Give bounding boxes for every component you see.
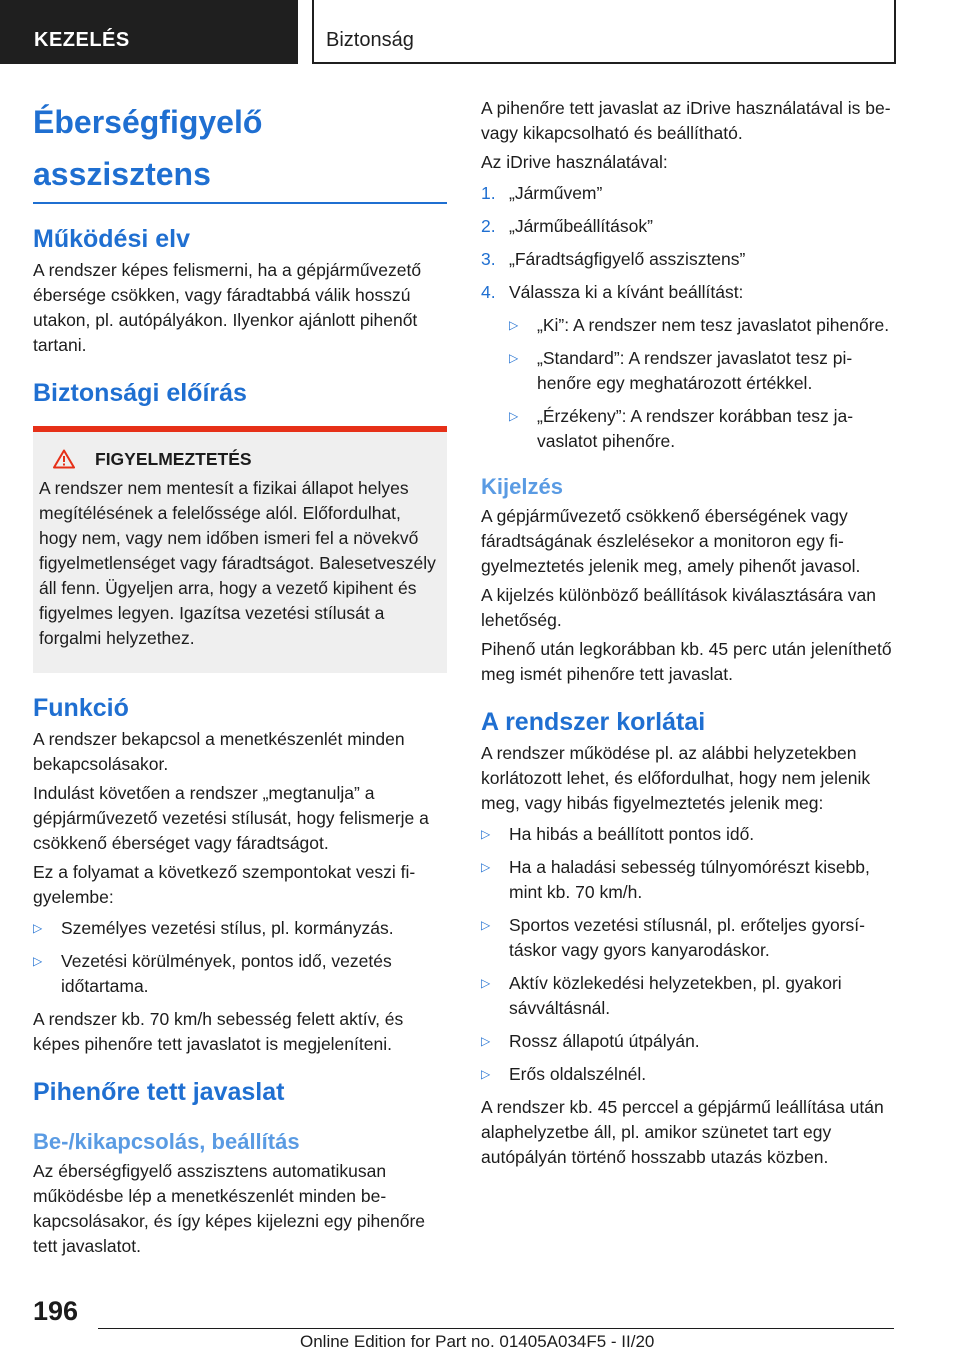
break-text: Az éberségfigyelő asszisztens automatikusan működésbe lép a menetkészenlét minden bekapcsolásakor, és így képes kijelezni egy pihenőre tett javaslatot. — [33, 1161, 426, 1256]
idrive-steps — [481, 181, 896, 305]
idrive-text-1: A pihenőre tett javaslat az iDrive használatával is be- vagy kikapcsolható és beállítható. — [481, 98, 891, 143]
idrive-text-2: Az iDrive használatával: — [481, 152, 668, 172]
triangle-bullet-icon: ▷ — [481, 1067, 491, 1081]
limits-text-2: A rendszer kb. 45 perccel a gépjármű leállítása után alaphelyzetbe áll, pl. amikor szünetet tart egy autópályán történő hosszabb utazás közben. — [481, 1097, 884, 1167]
safety-heading: Biztonsági előírás — [33, 379, 247, 407]
triangle-bullet-icon: ▷ — [481, 1034, 491, 1048]
break-heading: Pihenőre tett javaslat — [33, 1078, 285, 1106]
working-text: A rendszer képes felismerni, ha a gépjárművezető ébersége csökken, vagy fáradtabbá válik hosszú utakon, pl. autópályákon. Ilyenkor ajánlott pihenőt tartani. — [33, 260, 422, 355]
limits-text-1: A rendszer működése pl. az alábbi helyzetekben korlátozott lehet, és előfordulhat, hogy nem jelenik meg, vagy hibás figyelmeztetés jelenik meg: — [481, 743, 871, 813]
triangle-bullet-icon: ▷ — [509, 318, 519, 332]
limits-heading: A rendszer korlátai — [481, 708, 706, 736]
right-column — [481, 96, 896, 1174]
list-item: ▷ Személyes vezetési stílus, pl. kormányzás. — [33, 916, 447, 941]
step-number: 1. — [481, 183, 496, 203]
triangle-bullet-icon: ▷ — [481, 827, 491, 841]
edition-text: Online Edition for Part no. 01405A034F5 - II/20 — [300, 1332, 655, 1351]
step-number: 3. — [481, 249, 496, 269]
display-text-3: Pihenő után legkorábban kb. 45 perc után jeleníthető meg ismét pihenőre tett javaslat. — [481, 639, 892, 684]
display-heading: Kijelzés — [481, 474, 563, 499]
list-item: 1. „Járművem” — [481, 181, 896, 206]
list-item: ▷ Aktív közlekedési helyzetekben, pl. gyakori sávváltásnál. — [481, 971, 896, 1021]
list-item: ▷ Rossz állapotú útpályán. — [481, 1029, 896, 1054]
triangle-bullet-icon: ▷ — [481, 860, 491, 874]
list-item: 4. Válassza ki a kívánt beállítást: — [481, 280, 896, 305]
triangle-bullet-icon: ▷ — [509, 351, 519, 365]
warning-box — [33, 426, 447, 673]
warning-title-row — [39, 446, 441, 472]
list-item: 2. „Járműbeállítások” — [481, 214, 896, 239]
display-text-2: A kijelzés különböző beállítások kiválasztására van lehetőség. — [481, 585, 876, 630]
triangle-bullet-icon: ▷ — [481, 918, 491, 932]
list-item: ▷ Vezetési körülmények, pontos idő, vezetés időtartama. — [33, 949, 447, 999]
list-item: ▷ „Standard”: A rendszer javaslatot tesz pihenőre egy meghatározott értékkel. — [509, 346, 896, 396]
page-number: 196 — [33, 1296, 79, 1326]
function-text-2: Indulást követően a rendszer „megtanulja” a gépjárművezető vezetési stílusát, hogy felismerje a csökkenő éberséget vagy fáradtságot. — [33, 783, 429, 853]
break-subheading: Be-/kikapcsolás, beállítás — [33, 1129, 300, 1154]
footer-divider — [98, 1328, 894, 1329]
function-text-3: Ez a folyamat a következő szempontokat veszi figyelembe: — [33, 862, 416, 907]
list-item: ▷ Ha hibás a beállított pontos idő. — [481, 822, 896, 847]
list-item: ▷ Ha a haladási sebesség túlnyomórészt kisebb, mint kb. 70 km/h. — [481, 855, 896, 905]
function-text-4: A rendszer kb. 70 km/h sebesség felett aktív, és képes pihenőre tett javaslatot is megjeleníteni. — [33, 1009, 404, 1054]
chapter-tab: Biztonság — [312, 0, 896, 64]
function-text-1: A rendszer bekapcsol a menetkészenlét minden bekapcsolásakor. — [33, 729, 405, 774]
warning-text: A rendszer nem mentesít a fizikai állapot helyes megítélésének a felelőssége alól. Előfordulhat, hogy nem, vagy nem időben ismeri fel a növekvő figyelmetlenséget vagy fáradtságot. Balesetveszély áll fenn. Ügyeljen arra, hogy a vezető kipihent és figyelmes legyen. Igazítsa vezetési stílusát a forgalmi helyzethez. — [39, 478, 436, 648]
display-text-1: A gépjárművezető csökkenő éberségének vagy fáradtságának észlelésekor a monitoron egy figyelmeztetés jelenik meg, amely pihenőt javasol. — [481, 506, 861, 576]
step-number: 2. — [481, 216, 496, 236]
page-header — [0, 0, 960, 66]
triangle-bullet-icon: ▷ — [481, 976, 491, 990]
function-heading: Funkció — [33, 694, 129, 722]
working-heading: Működési elv — [33, 225, 190, 253]
page-title: Éberségfigyelő asszisztens — [33, 96, 447, 204]
list-item: ▷ „Érzékeny”: A rendszer korábban tesz javaslatot pihenőre. — [509, 404, 896, 454]
warning-triangle-icon — [53, 449, 75, 469]
list-item: ▷ Sportos vezetési stílusnál, pl. erőteljes gyorsításkor vagy gyors kanyarodáskor. — [481, 913, 896, 963]
triangle-bullet-icon: ▷ — [509, 409, 519, 423]
list-item: 3. „Fáradtságfigyelő asszisztens” — [481, 247, 896, 272]
warning-title: FIGYELMEZTETÉS — [95, 449, 252, 469]
list-item: ▷ „Ki”: A rendszer nem tesz javaslatot pihenőre. — [509, 313, 896, 338]
function-bullet-list — [33, 916, 447, 999]
step-number: 4. — [481, 282, 496, 302]
triangle-bullet-icon: ▷ — [33, 921, 43, 935]
option-list — [509, 313, 896, 454]
triangle-bullet-icon: ▷ — [33, 954, 43, 968]
list-item: ▷ Erős oldalszélnél. — [481, 1062, 896, 1087]
section-tab: KEZELÉS — [0, 0, 298, 64]
left-column — [33, 96, 447, 1263]
page-footer — [0, 1290, 960, 1362]
limits-bullet-list — [481, 822, 896, 1087]
